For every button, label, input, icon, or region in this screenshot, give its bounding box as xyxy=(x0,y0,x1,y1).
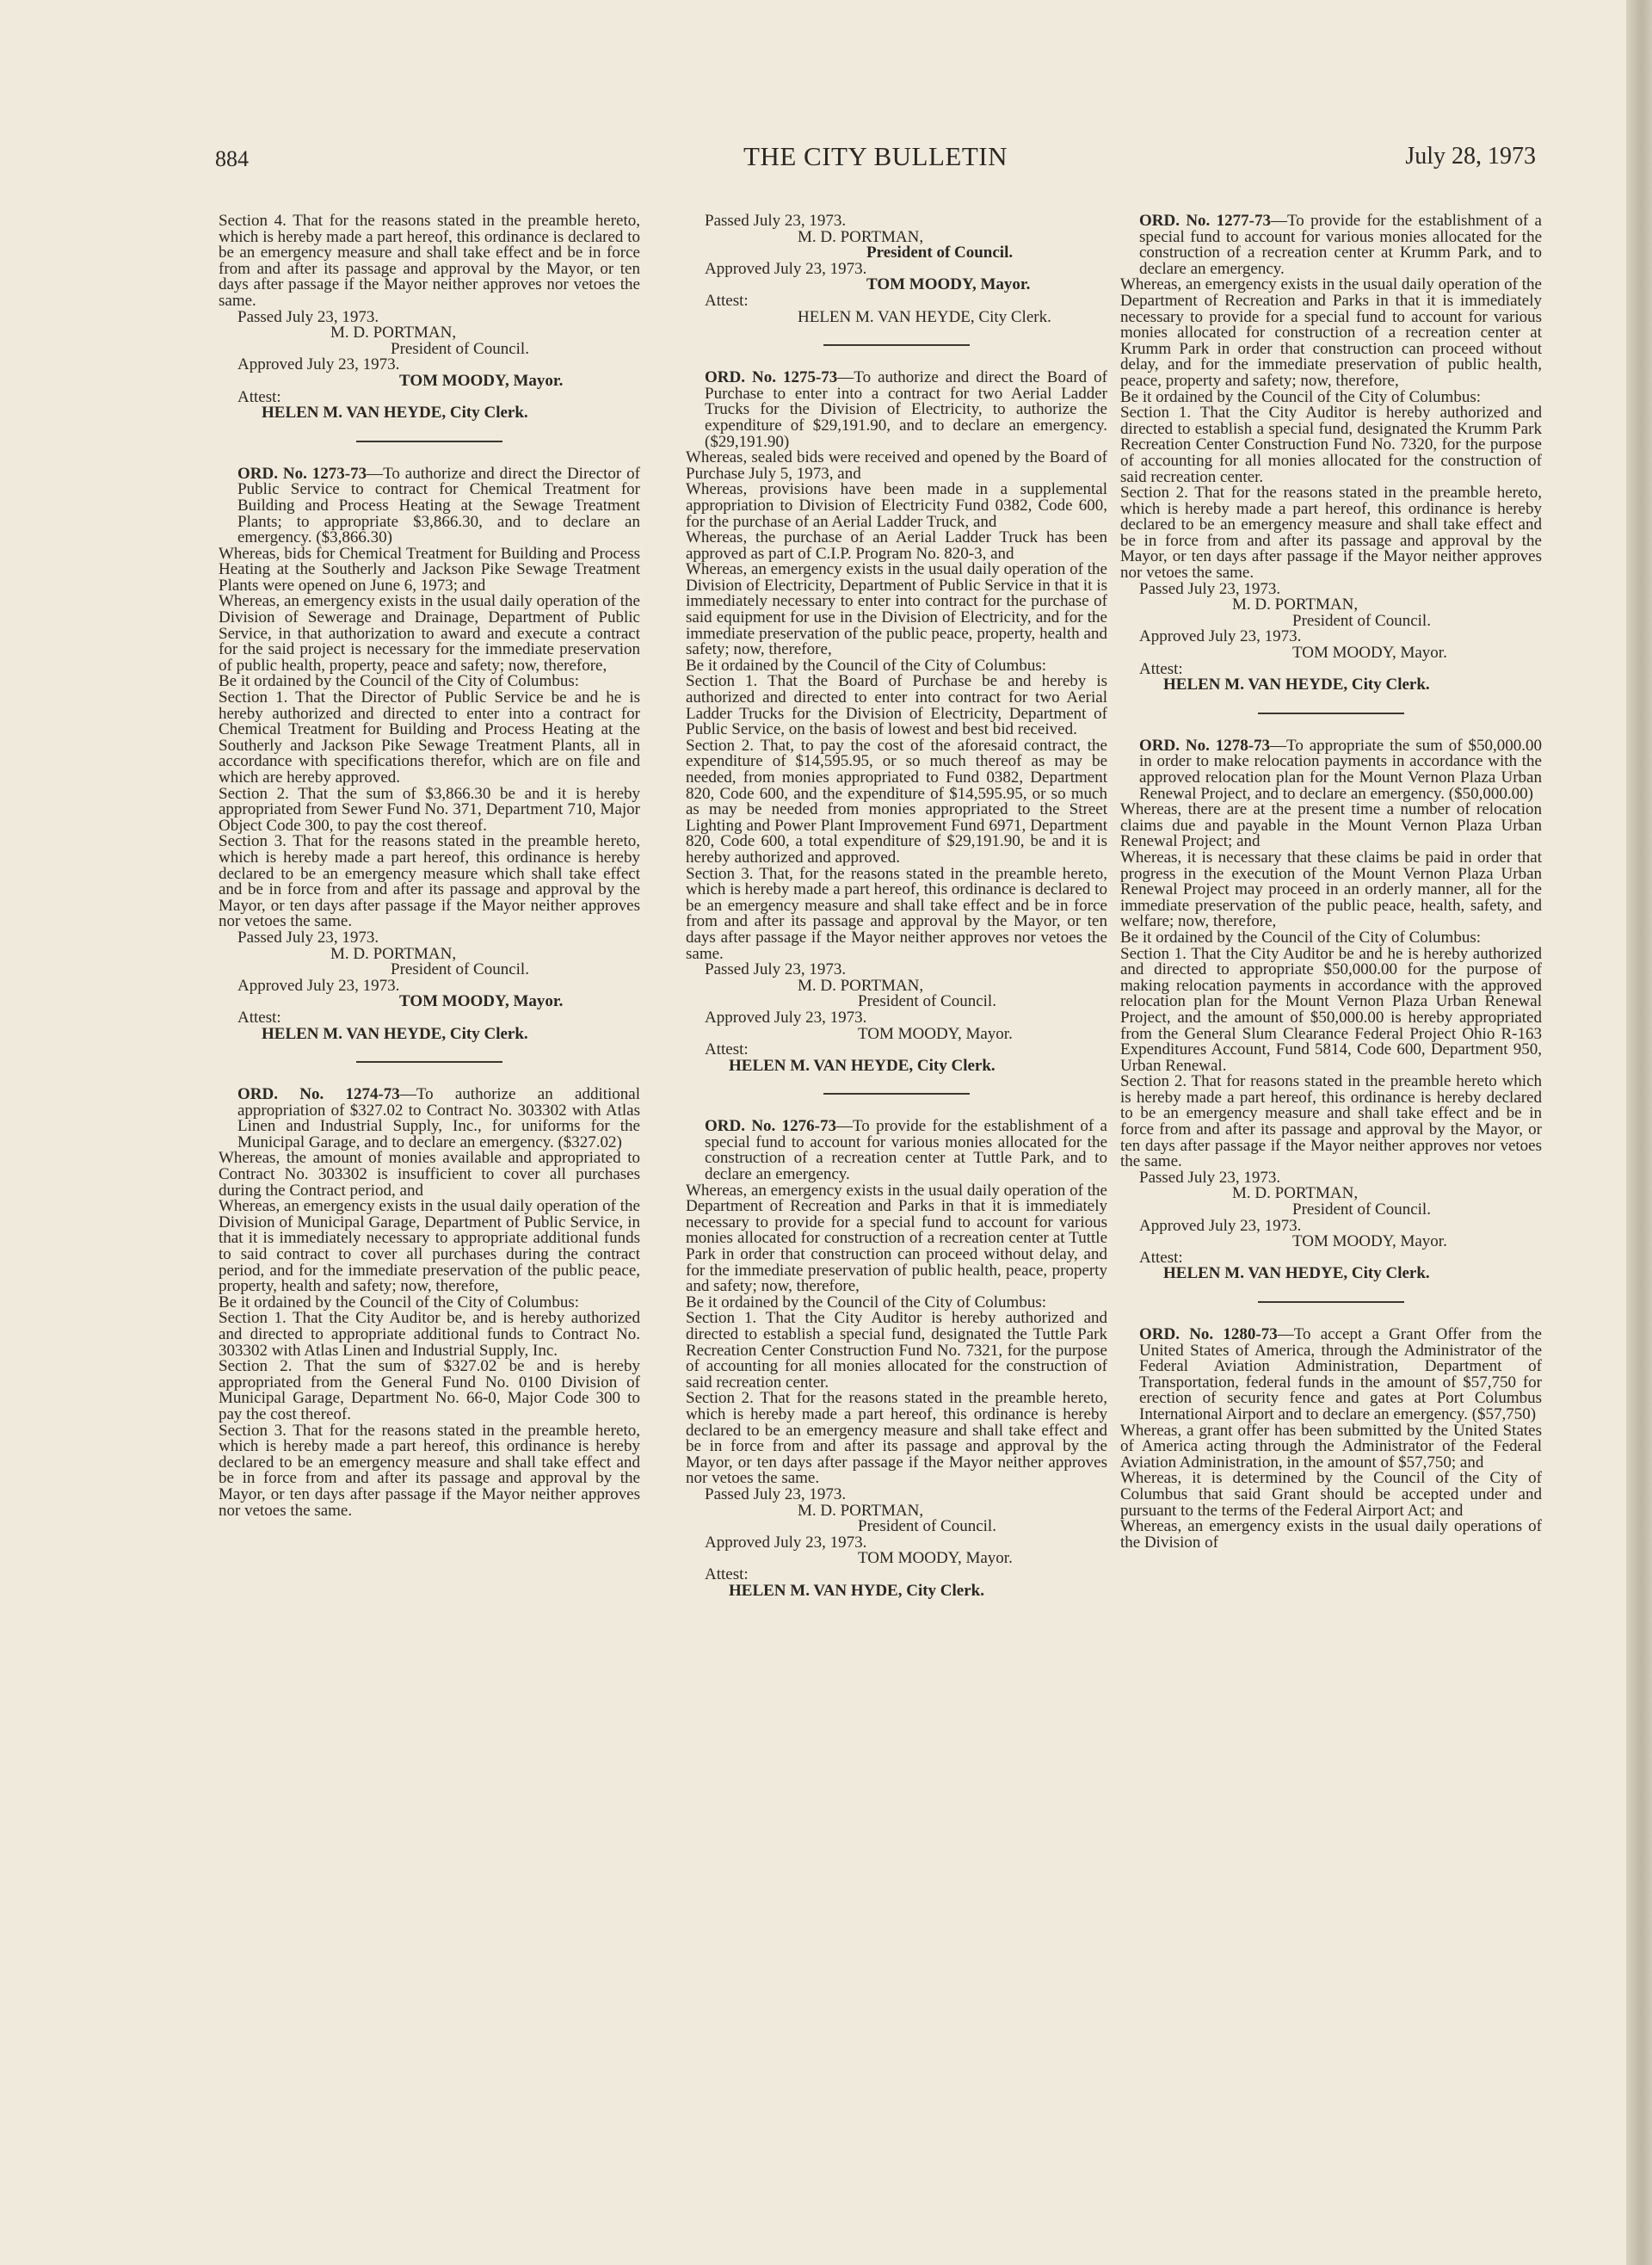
section-paragraph: Section 3. That for the reasons stated in the preamble hereto, which is hereby made a part hereof, this ordinance is hereby declared to be an emergency measure which shall take effect and be in force from and after its passage and approval by the Mayor, or ten days after passage if the Mayor neither approves nor vetoes the same. xyxy=(219,832,640,931)
attest-label: Attest: xyxy=(705,291,749,310)
passed-date: Passed July 23, 1973. xyxy=(705,212,847,230)
mayor: TOM MOODY, Mayor. xyxy=(866,275,1031,294)
ordinance-number: ORD. No. 1275-73 xyxy=(705,368,838,387)
ordinance-1277 xyxy=(1120,213,1542,694)
ordinance-1274 xyxy=(219,1087,640,1519)
council-president: M. D. PORTMAN, xyxy=(1232,596,1359,614)
ordinance-1276 xyxy=(686,1119,1107,1599)
section-paragraph: Section 3. That, for the reasons stated in the preamble hereto, which is hereby made a part hereof, this ordinance is declared to be an emergency measure and shall take effect and be in force from and after its passage and approval by the Mayor, or ten days after passage if the Mayor neither approves nor vetoes the same. xyxy=(686,864,1107,963)
ordinance-1278 xyxy=(1120,738,1542,1282)
section-paragraph: Section 4. That for the reasons stated in the preamble hereto, which is hereby made a part hereof, this ordinance is declared to be an emergency measure and shall take effect and be in force from and after its passage and approval by the Mayor, or ten days after passage if the Mayor neither approves nor vetoes the same. xyxy=(219,212,640,310)
paragraph: Whereas, an emergency exists in the usual daily operation of the Department of Recreation and Parks in that it is immediately necessary to provide for a special fund to account for various monies allocated for construction of a recreation center at Krumm Park in order that construction can proceed without delay, and for the immediate preservation of public health, peace, property and safety; now, therefore, xyxy=(1120,275,1542,390)
ordinance-title: —To authorize and direct the Director of Public Service to contract for Chemical Treatment for Building and Process Heating at the Sewage Treatment Plants; to appropriate $3,866.30, and to declare an emergency. ($3,866.30) xyxy=(237,464,640,547)
council-president: M. D. PORTMAN, xyxy=(330,944,457,963)
approved-date: Approved July 23, 1973. xyxy=(1139,1216,1302,1235)
mayor: TOM MOODY, Mayor. xyxy=(858,1549,1013,1568)
signature-block xyxy=(686,1484,1107,1600)
section-paragraph: Section 2. That for reasons stated in the preamble hereto which is hereby made a part hereof, this ordinance is hereby declared to be an emergency measure and shall take effect and be in force from and after its passage and approval by the Mayor, or ten days after passage if the Mayor neither approves nor vetoes the same. xyxy=(1120,1072,1542,1171)
city-clerk: HELEN M. VAN HEYDE, City Clerk. xyxy=(798,307,1051,326)
paragraph: Whereas, an emergency exists in the usual daily operations of the Division of xyxy=(1120,1517,1542,1552)
approved-date: Approved July 23, 1973. xyxy=(705,259,867,278)
ordinance-title: —To provide for the establishment of a special fund to account for various monies allocated for the construction of a recreation center at Krumm Park, and to declare an emergency. xyxy=(1139,212,1542,278)
paragraph: Whereas, it is determined by the Council of the City of Columbus that said Grant should be accepted under and pursuant to the terms of the Federal Airport Act; and xyxy=(1120,1469,1542,1520)
paragraph: Whereas, the purchase of an Aerial Ladder Truck has been approved as part of C.I.P. Program No. 820-3, and xyxy=(686,528,1107,563)
paragraph: Whereas, a grant offer has been submitted by the United States of America acting through the Administrator of the Federal Aviation Administration, in the amount of $57,750; and xyxy=(1120,1421,1542,1472)
publication-title: THE CITY BULLETIN xyxy=(743,141,1008,171)
approved-date: Approved July 23, 1973. xyxy=(237,976,400,995)
mayor: TOM MOODY, Mayor. xyxy=(1292,644,1447,663)
president-title: President of Council. xyxy=(391,960,529,979)
paragraph: Whereas, an emergency exists in the usual daily operation of the Division of Sewerage and Drainage, Department of Public Service, in that authorization to award and execute a contract for the said project is necessary for the immediate preservation of public health, property, peace and safety; now, therefore, xyxy=(219,592,640,675)
section-paragraph: Section 2. That, to pay the cost of the aforesaid contract, the expenditure of $14,595.95, or so much thereof as may be needed, from monies appropriated to Fund 0382, Department 820, Code 600, and the expenditure of $14,595.95, or so much as may be needed from monies appropriated to the Street Lighting and Power Plant Improvement Fund 6971, Department 820, Code 600, a total expenditure of $29,191.90, be and it is hereby authorized and approved. xyxy=(686,736,1107,867)
ordinance-title: —To appropriate the sum of $50,000.00 in order to make relocation payments in accordance with the approved relocation plan for the Mount Vernon Plaza Urban Renewal Project, and to declare an emergency. ($50,000.00) xyxy=(1139,736,1542,803)
attest-label: Attest: xyxy=(1139,1248,1183,1267)
passed-date: Passed July 23, 1973. xyxy=(1139,1168,1281,1187)
mayor: TOM MOODY, Mayor. xyxy=(399,371,564,390)
paragraph: Be it ordained by the Council of the City of Columbus: xyxy=(219,1293,580,1311)
signature-block xyxy=(219,930,640,1042)
city-clerk: HELEN M. VAN HYDE, City Clerk. xyxy=(729,1581,984,1600)
passed-date: Passed July 23, 1973. xyxy=(1139,579,1281,598)
council-president: M. D. PORTMAN, xyxy=(330,324,457,343)
column-2 xyxy=(686,213,1107,1599)
paragraph: Whereas, provisions have been made in a supplemental appropriation to Division of Electricity Fund 0382, Code 600, for the purchase of an Aerial Ladder Truck, and xyxy=(686,480,1107,531)
divider xyxy=(1258,713,1404,714)
approved-date: Approved July 23, 1973. xyxy=(705,1008,867,1027)
mayor: TOM MOODY, Mayor. xyxy=(1292,1232,1447,1251)
paragraph: Be it ordained by the Council of the City of Columbus: xyxy=(1120,928,1482,947)
ordinance-number: ORD. No. 1277-73 xyxy=(1139,212,1271,230)
column-3 xyxy=(1120,213,1542,1551)
paragraph: Whereas, an emergency exists in the usual daily operation of the Division of Electricity, Department of Public Service in that it is immediately necessary to enter into contract for the purchase of said equipment for use in the Division of Electricity, and for the immediate preservation of the public peace, property, health and safety; now, therefore, xyxy=(686,560,1107,659)
city-clerk: HELEN M. VAN HEYDE, City Clerk. xyxy=(1163,676,1430,694)
divider xyxy=(356,1061,502,1063)
ordinance-number: ORD. No. 1276-73 xyxy=(705,1117,836,1136)
paragraph: Whereas, the amount of monies available and appropriated to Contract No. 303302 is insufficient to cover all purchases during the Contract period, and xyxy=(219,1149,640,1200)
paragraph: Whereas, an emergency exists in the usual daily operation of the Division of Municipal Garage, Department of Public Service, in that it is immediately necessary to appropriate additional funds to said contract to cover all purchases during the contract period, and for the immediate preservation of the public peace, property, health and safety; now, therefore, xyxy=(219,1197,640,1296)
section-paragraph: Section 1. That the City Auditor is hereby authorized and directed to establish a special fund, designated the Krumm Park Recreation Center Construction Fund No. 7320, for the purpose of accounting for all monies allocated for the construction of said recreation center. xyxy=(1120,404,1542,486)
divider xyxy=(823,344,970,346)
signature-block xyxy=(686,962,1107,1074)
city-clerk: HELEN M. VAN HEYDE, City Clerk. xyxy=(262,1024,528,1043)
attest-label: Attest: xyxy=(1139,659,1183,678)
ordinance-title: —To accept a Grant Offer from the United States of America, through the Administrator of the Federal Aviation Administration, Department of Transportation, federal funds in the amount of $57,750 for erection of security fence and gates at Port Columbus International Airport and to declare an emergency. ($57,750) xyxy=(1139,1325,1542,1423)
paragraph: Be it ordained by the Council of the City of Columbus: xyxy=(686,1293,1047,1311)
ordinance-1280 xyxy=(1120,1327,1542,1551)
divider xyxy=(823,1093,970,1095)
signature-block xyxy=(686,213,1107,325)
city-clerk: HELEN M. VAN HEYDE, City Clerk. xyxy=(729,1056,996,1075)
ordinance-title: —To authorize an additional appropriation of $327.02 to Contract No. 303302 with Atlas Linen and Industrial Supply, Inc., for uniforms for the Municipal Garage, and to declare an emergency. ($327.02) xyxy=(237,1085,640,1151)
divider xyxy=(356,441,502,442)
binding-edge xyxy=(1626,0,1652,2265)
column-1 xyxy=(219,213,640,1519)
attest-label: Attest: xyxy=(705,1565,749,1583)
section-paragraph: Section 1. That the City Auditor be and he is hereby authorized and directed to appropriate $50,000.00 for the purpose of making relocation payments in accordance with the approved relocation plan for the Mount Vernon Plaza Urban Renewal Project, and the amount of $50,000.00 is hereby appropriated from the General Slum Clearance Federal Project Ohio R-163 Expenditures Account, Fund 5814, Code 600, Department 950, Urban Renewal. xyxy=(1120,944,1542,1075)
ordinance-number: ORD. No. 1278-73 xyxy=(1139,736,1271,755)
paragraph: Whereas, sealed bids were received and opened by the Board of Purchase July 5, 1973, and xyxy=(686,448,1107,483)
divider xyxy=(1258,1301,1404,1303)
paragraph: Be it ordained by the Council of the City of Columbus: xyxy=(219,672,580,691)
president-title: President of Council. xyxy=(858,992,996,1011)
ordinance-number: ORD. No. 1280-73 xyxy=(1139,1325,1278,1343)
passed-date: Passed July 23, 1973. xyxy=(237,928,379,947)
paragraph: Whereas, bids for Chemical Treatment for Building and Process Heating at the Southerly and Jackson Pike Sewage Treatment Plants were opened on June 6, 1973; and xyxy=(219,544,640,595)
section-paragraph: Section 1. That the Board of Purchase be and hereby is authorized and directed to enter into contract for two Aerial Ladder Trucks for the Division of Electricity, Department of Public Service, on the basis of lowest and best bid received. xyxy=(686,672,1107,739)
president-title: President of Council. xyxy=(866,244,1014,262)
attest-label: Attest: xyxy=(237,1008,281,1027)
council-president: M. D. PORTMAN, xyxy=(798,976,924,995)
attest-label: Attest: xyxy=(237,387,281,406)
ordinance-1275 xyxy=(686,370,1107,1074)
ordinance-number: ORD. No. 1274-73 xyxy=(237,1085,400,1104)
section-paragraph: Section 1. That the City Auditor be, and is hereby authorized and directed to appropriate additional funds to Contract No. 303302 with Atlas Linen and Industrial Supply, Inc. xyxy=(219,1309,640,1360)
city-clerk: HELEN M. VAN HEYDE, City Clerk. xyxy=(262,404,528,423)
city-clerk: HELEN M. VAN HEDYE, City Clerk. xyxy=(1163,1264,1430,1283)
paragraph: Whereas, there are at the present time a number of relocation claims due and payable in the Mount Vernon Plaza Urban Renewal Project; and xyxy=(1120,800,1542,851)
ordinance-number: ORD. No. 1273-73 xyxy=(237,464,367,483)
signature-block xyxy=(1120,579,1542,694)
approved-date: Approved July 23, 1973. xyxy=(1139,627,1302,646)
president-title: President of Council. xyxy=(1292,611,1431,630)
passed-date: Passed July 23, 1973. xyxy=(705,960,847,979)
signature-block xyxy=(219,307,640,423)
mayor: TOM MOODY, Mayor. xyxy=(399,992,564,1011)
page-header xyxy=(215,138,1536,181)
section-paragraph: Section 1. That the City Auditor is hereby authorized and directed to establish a special fund, designated the Tuttle Park Recreation Center Construction Fund No. 7321, for the purpose of accounting for all monies allocated for the construction of said recreation center. xyxy=(686,1309,1107,1392)
council-president: M. D. PORTMAN, xyxy=(798,1501,924,1520)
president-title: President of Council. xyxy=(858,1517,996,1536)
president-title: President of Council. xyxy=(391,339,529,358)
ordinance-title: —To provide for the establishment of a special fund to account for various monies allocated for the construction of a recreation center at Tuttle Park, and to declare an emergency. xyxy=(705,1117,1107,1184)
president-title: President of Council. xyxy=(1292,1200,1431,1219)
attest-label: Attest: xyxy=(705,1040,749,1059)
approved-date: Approved July 23, 1973. xyxy=(705,1533,867,1552)
paragraph: Whereas, it is necessary that these claims be paid in order that progress in the execution of the Mount Vernon Plaza Urban Renewal Project may proceed in an orderly manner, all for the immediate preservation of the public peace, health, safety, and welfare; now, therefore, xyxy=(1120,848,1542,931)
paragraph: Be it ordained by the Council of the City of Columbus: xyxy=(1120,387,1482,406)
section-paragraph: Section 2. That for the reasons stated in the preamble hereto, which is hereby made a part hereof, this ordinance is hereby declared to be an emergency measure and shall take effect and be in force from and after its passage and approval by the Mayor, or ten days after passage if the Mayor neither approves nor vetoes the same. xyxy=(1120,484,1542,583)
section-paragraph: Section 2. That the sum of $327.02 be and is hereby appropriated from the General Fund No. 0100 Division of Municipal Garage, Department No. 66-0, Major Code 300 to pay the cost thereof. xyxy=(219,1357,640,1423)
issue-date: July 28, 1973 xyxy=(1405,143,1536,170)
mayor: TOM MOODY, Mayor. xyxy=(858,1024,1013,1043)
ordinance-1273 xyxy=(219,466,640,1042)
paragraph: Be it ordained by the Council of the City of Columbus: xyxy=(686,656,1047,675)
section-paragraph: Section 2. That the sum of $3,866.30 be and it is hereby appropriated from Sewer Fund No. 371, Department 710, Major Object Code 300, to pay the cost thereof. xyxy=(219,784,640,835)
ordinance-title: —To authorize and direct the Board of Purchase to enter into a contract for two Aerial Ladder Trucks for the Division of Electricity, to authorize the expenditure of $29,191.90, and to declare an emergency. ($29,191.90) xyxy=(705,368,1107,451)
page-number: 884 xyxy=(215,146,249,171)
approved-date: Approved July 23, 1973. xyxy=(237,355,400,374)
passed-date: Passed July 23, 1973. xyxy=(705,1484,847,1503)
council-president: M. D. PORTMAN, xyxy=(798,227,924,246)
signature-block xyxy=(1120,1170,1542,1282)
section-paragraph: Section 3. That for the reasons stated in the preamble hereto, which is hereby made a part hereof, this ordinance is hereby declared to be an emergency measure and shall take effect and be in force from and after its passage and approval by the Mayor, or ten days after passage if the Mayor neither approves nor vetoes the same. xyxy=(219,1421,640,1520)
council-president: M. D. PORTMAN, xyxy=(1232,1184,1359,1203)
section-paragraph: Section 2. That for the reasons stated in the preamble hereto, which is hereby made a part hereof, this ordinance is hereby declared to be an emergency measure and shall take effect and be in force from and after its passage and approval by the Mayor, or ten days after passage if the Mayor neither approves nor vetoes the same. xyxy=(686,1389,1107,1488)
section-paragraph: Section 1. That the Director of Public Service be and he is hereby authorized and directed to enter into a contract for Chemical Treatment for Building and Process Heating at the Southerly and Jackson Pike Sewage Treatment Plants, all in accordance with specifications therefor, which are on file and which are hereby approved. xyxy=(219,688,640,787)
passed-date: Passed July 23, 1973. xyxy=(237,307,379,326)
paragraph: Whereas, an emergency exists in the usual daily operation of the Department of Recreation and Parks in that it is immediately necessary to provide for a special fund to account for various monies allocated for construction of a recreation center at Tuttle Park in order that construction can proceed without delay, and for the immediate preservation of public health, peace, property and safety; now, therefore, xyxy=(686,1181,1107,1296)
